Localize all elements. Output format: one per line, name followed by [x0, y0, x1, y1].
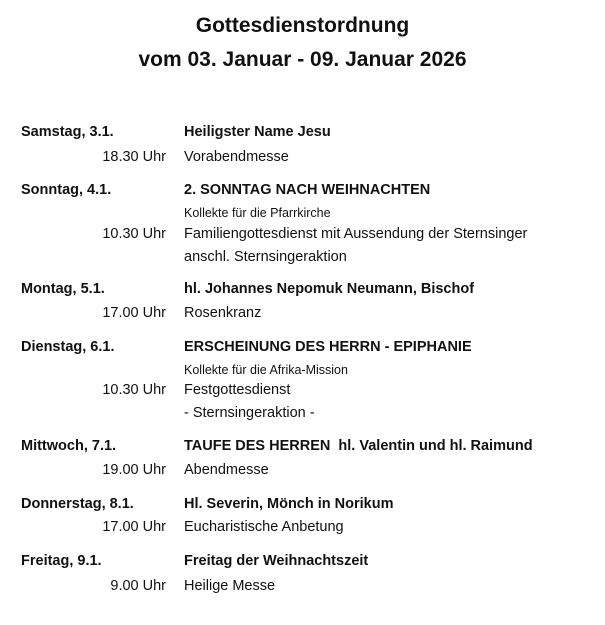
feast-name: Hl. Severin, Mönch in Norikum [184, 496, 394, 512]
service-description: Heilige Messe [184, 578, 276, 594]
day-label: Dienstag, 6.1. [21, 339, 115, 355]
page-title: Gottesdienstordnung [195, 14, 410, 37]
service-time: 9.00 Uhr [110, 578, 166, 594]
service-description: Eucharistische Anbetung [184, 519, 344, 535]
service-time: 17.00 Uhr [102, 519, 166, 535]
service-description: Familiengottesdienst mit Aussendung der Sternsinger [184, 226, 528, 242]
service-description: anschl. Sternsingeraktion [184, 249, 347, 265]
day-label: Montag, 5.1. [21, 281, 105, 297]
service-time: 10.30 Uhr [102, 226, 166, 242]
day-label: Sonntag, 4.1. [21, 182, 112, 198]
service-description: - Sternsingeraktion - [184, 405, 315, 421]
service-description: Vorabendmesse [184, 149, 289, 165]
day-label: Freitag, 9.1. [21, 553, 102, 569]
feast-name: Freitag der Weihnachtszeit [184, 553, 369, 569]
day-label: Samstag, 3.1. [21, 124, 114, 140]
page-subtitle: vom 03. Januar - 09. Januar 2026 [138, 48, 467, 71]
service-time: 18.30 Uhr [102, 149, 166, 165]
service-time: 19.00 Uhr [102, 462, 166, 478]
service-time: 17.00 Uhr [102, 305, 166, 321]
feast-name: TAUFE DES HERREN hl. Valentin und hl. Raimund [184, 438, 533, 454]
day-label: Mittwoch, 7.1. [21, 438, 117, 454]
feast-name: ERSCHEINUNG DES HERRN - EPIPHANIE [184, 339, 472, 355]
feast-name: Heiligster Name Jesu [184, 124, 331, 140]
collection-note: Kollekte für die Afrika-Mission [184, 363, 348, 377]
collection-note: Kollekte für die Pfarrkirche [184, 206, 331, 220]
feast-name: 2. SONNTAG NACH WEIHNACHTEN [184, 182, 431, 198]
day-label: Donnerstag, 8.1. [21, 496, 134, 512]
feast-name: hl. Johannes Nepomuk Neumann, Bischof [184, 281, 475, 297]
service-description: Festgottesdienst [184, 382, 291, 398]
service-description: Abendmesse [184, 462, 269, 478]
service-time: 10.30 Uhr [102, 382, 166, 398]
service-description: Rosenkranz [184, 305, 262, 321]
